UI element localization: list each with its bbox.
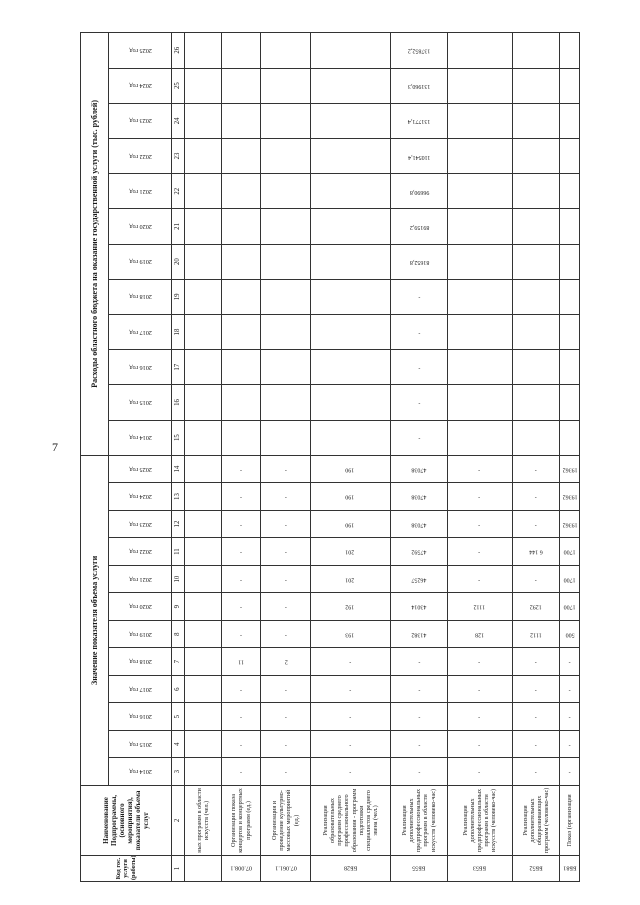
expense-value	[512, 103, 560, 138]
expense-value	[185, 385, 222, 420]
year-header-exp-10: 2024 год	[109, 68, 172, 103]
expense-value	[185, 209, 222, 244]
volume-value: 47038	[391, 483, 447, 511]
column-number: 21	[172, 209, 185, 244]
volume-value	[185, 510, 222, 538]
volume-value	[185, 455, 222, 483]
volume-value: 1292	[512, 593, 560, 621]
service-code: ББ81	[560, 855, 580, 881]
volume-value: -	[560, 730, 580, 758]
volume-value: -	[447, 648, 512, 676]
volume-value: 19362	[560, 510, 580, 538]
header-budget: Расходы областного бюджета на оказание государственной услуги (тыс. рублей)	[81, 33, 109, 456]
expense-value	[222, 350, 261, 385]
service-code: ББ28	[310, 855, 390, 881]
volume-value: -	[222, 758, 261, 786]
volume-value: -	[222, 675, 261, 703]
volume-value	[185, 730, 222, 758]
expense-value	[512, 174, 560, 209]
volume-value: -	[310, 648, 390, 676]
year-header-vol-8: 2022 год	[109, 538, 172, 566]
expense-value	[185, 244, 222, 279]
volume-value	[185, 538, 222, 566]
volume-value: 190	[310, 483, 390, 511]
expense-value	[512, 209, 560, 244]
expense-value: -	[391, 350, 447, 385]
volume-value: 128	[447, 620, 512, 648]
volume-value: -	[261, 510, 311, 538]
expense-value	[560, 33, 580, 69]
volume-value: -	[222, 483, 261, 511]
volume-value	[185, 675, 222, 703]
expense-value	[512, 68, 560, 103]
expense-value	[261, 209, 311, 244]
volume-value: 201	[310, 538, 390, 566]
table-row	[261, 33, 311, 882]
table-row	[560, 33, 580, 882]
year-header-vol-6: 2020 год	[109, 593, 172, 621]
column-number: 3	[172, 758, 185, 786]
year-header-vol-0: 2014 год	[109, 758, 172, 786]
expense-value: -	[391, 385, 447, 420]
expense-value	[310, 279, 390, 314]
volume-value: -	[261, 758, 311, 786]
column-number: 26	[172, 33, 185, 69]
year-header-vol-5: 2019 год	[109, 620, 172, 648]
expense-value	[222, 314, 261, 349]
expense-value	[261, 350, 311, 385]
volume-value: -	[512, 565, 560, 593]
expense-value	[560, 244, 580, 279]
service-code: 07.061.1	[261, 855, 311, 881]
volume-value: -	[391, 758, 447, 786]
expense-value	[560, 138, 580, 173]
expense-value: -	[391, 420, 447, 455]
expense-value	[512, 33, 560, 69]
volume-value: -	[222, 593, 261, 621]
service-code	[185, 855, 222, 881]
expense-value	[222, 138, 261, 173]
table-row	[185, 33, 222, 882]
expense-value	[222, 244, 261, 279]
expense-value: -	[391, 279, 447, 314]
year-header-vol-9: 2023 год	[109, 510, 172, 538]
column-number: 1	[172, 855, 185, 881]
expense-value	[560, 209, 580, 244]
table-row	[222, 33, 261, 882]
expense-value	[447, 68, 512, 103]
column-number: 2	[172, 785, 185, 855]
year-header-exp-5: 2019 год	[109, 244, 172, 279]
budget-table	[80, 32, 580, 882]
expense-value	[310, 385, 390, 420]
expense-value	[447, 174, 512, 209]
volume-value	[185, 648, 222, 676]
indicator-name: Реализация дополнительных предпрофессиональных программ в области искусств (человеко-час)	[391, 785, 447, 855]
year-header-exp-7: 2021 год	[109, 174, 172, 209]
expense-value	[447, 314, 512, 349]
volume-value: -	[261, 565, 311, 593]
expense-value	[222, 279, 261, 314]
indicator-name: Реализация дополнительных предпрофессиональных программ в области искусств (человеко-час)	[447, 785, 512, 855]
expense-value	[447, 350, 512, 385]
expense-value	[512, 385, 560, 420]
expense-value	[310, 138, 390, 173]
volume-value: -	[222, 730, 261, 758]
volume-value: -	[447, 730, 512, 758]
year-header-exp-4: 2018 год	[109, 279, 172, 314]
year-header-vol-4: 2018 год	[109, 648, 172, 676]
volume-value: -	[512, 675, 560, 703]
table-row	[310, 33, 390, 882]
volume-value: -	[512, 510, 560, 538]
expense-value	[222, 420, 261, 455]
volume-value: -	[447, 758, 512, 786]
expense-value	[185, 350, 222, 385]
year-header-vol-10: 2024 год	[109, 483, 172, 511]
indicator-name: Организация и проведение культурно-массовых мероприятий (ед.)	[261, 785, 311, 855]
volume-value: 190	[310, 510, 390, 538]
volume-value: 1700	[560, 565, 580, 593]
volume-value: 1112	[447, 593, 512, 621]
year-header-exp-8: 2022 год	[109, 138, 172, 173]
expense-value	[261, 68, 311, 103]
volume-value: 201	[310, 565, 390, 593]
indicator-name: Реализация дополнительных общеразвивающих программ (человеко-час)	[512, 785, 560, 855]
expense-value	[447, 209, 512, 244]
table-row	[447, 33, 512, 882]
year-header-exp-11: 2025 год	[109, 33, 172, 69]
volume-value: -	[447, 455, 512, 483]
volume-value: -	[261, 620, 311, 648]
volume-value: 193	[310, 620, 390, 648]
volume-value: -	[391, 703, 447, 731]
expense-value	[560, 420, 580, 455]
expense-value: -	[391, 314, 447, 349]
header-code: Код гос. услуги (работы)	[81, 855, 172, 881]
volume-value	[185, 593, 222, 621]
volume-value	[185, 703, 222, 731]
volume-value: -	[261, 455, 311, 483]
volume-value: -	[261, 730, 311, 758]
expense-value	[261, 103, 311, 138]
expense-value	[310, 103, 390, 138]
expense-value	[261, 174, 311, 209]
expense-value	[310, 209, 390, 244]
header-volume: Значение показателя объема услуги	[81, 455, 109, 785]
expense-value	[310, 68, 390, 103]
year-header-vol-7: 2021 год	[109, 565, 172, 593]
expense-value	[447, 244, 512, 279]
expense-value	[560, 350, 580, 385]
expense-value	[310, 244, 390, 279]
expense-value: 137852,2	[391, 33, 447, 69]
volume-value: 2	[261, 648, 311, 676]
expense-value	[560, 385, 580, 420]
column-number: 12	[172, 510, 185, 538]
volume-value: 192	[310, 593, 390, 621]
expense-value	[222, 209, 261, 244]
indicator-name: ных программ в области искусств (чел.)	[185, 785, 222, 855]
service-code: 07.008.1	[222, 855, 261, 881]
volume-value: 47592	[391, 538, 447, 566]
column-number: 22	[172, 174, 185, 209]
indicator-name: Организация показа концертов и концертных программ (ед.)	[222, 785, 261, 855]
volume-value: 500	[560, 620, 580, 648]
volume-value: -	[310, 703, 390, 731]
expense-value	[185, 279, 222, 314]
volume-value: -	[560, 703, 580, 731]
volume-value: -	[310, 758, 390, 786]
table-row	[512, 33, 560, 882]
volume-value: -	[447, 538, 512, 566]
expense-value: 131771,4	[391, 103, 447, 138]
expense-value	[512, 138, 560, 173]
expense-value	[185, 314, 222, 349]
volume-value: -	[310, 730, 390, 758]
expense-value: 89159,2	[391, 209, 447, 244]
year-header-exp-3: 2017 год	[109, 314, 172, 349]
volume-value: 1700	[560, 538, 580, 566]
expense-value	[447, 385, 512, 420]
expense-value	[222, 68, 261, 103]
table-row	[391, 33, 447, 882]
volume-value: -	[222, 538, 261, 566]
volume-value: 190	[310, 455, 390, 483]
column-number: 11	[172, 538, 185, 566]
indicator-name: Реализация образовательных программ среднего профессионального образования - программ подготовки специалистов среднего звена (чел.)	[310, 785, 390, 855]
expense-value	[261, 314, 311, 349]
volume-value: 19362	[560, 455, 580, 483]
expense-value	[222, 33, 261, 69]
column-number: 15	[172, 420, 185, 455]
expense-value	[222, 385, 261, 420]
volume-value: -	[560, 758, 580, 786]
volume-value: -	[391, 730, 447, 758]
year-header-exp-9: 2023 год	[109, 103, 172, 138]
expense-value	[560, 68, 580, 103]
expense-value	[447, 420, 512, 455]
volume-value	[185, 620, 222, 648]
volume-value: -	[261, 703, 311, 731]
expense-value	[560, 279, 580, 314]
expense-value	[560, 103, 580, 138]
expense-value: 110541,4	[391, 138, 447, 173]
header-name: Наименование Подпрограммы, (основного мероприятия), показатели объема услуг	[81, 785, 172, 855]
column-number: 25	[172, 68, 185, 103]
volume-value: -	[391, 648, 447, 676]
volume-value: -	[512, 703, 560, 731]
column-number: 14	[172, 455, 185, 483]
volume-value: 1112	[512, 620, 560, 648]
expense-value	[261, 33, 311, 69]
column-number: 19	[172, 279, 185, 314]
volume-value: -	[512, 648, 560, 676]
volume-value: 19362	[560, 483, 580, 511]
column-number: 5	[172, 703, 185, 731]
volume-value: -	[512, 758, 560, 786]
volume-value: -	[447, 483, 512, 511]
volume-value: -	[512, 483, 560, 511]
year-header-vol-1: 2015 год	[109, 730, 172, 758]
volume-value: 43014	[391, 593, 447, 621]
column-number: 9	[172, 593, 185, 621]
indicator-name: Показ (организация	[560, 785, 580, 855]
expense-value: 131960,3	[391, 68, 447, 103]
column-number: 16	[172, 385, 185, 420]
volume-value: 46257	[391, 565, 447, 593]
expense-value	[512, 244, 560, 279]
expense-value	[310, 174, 390, 209]
volume-value: -	[261, 675, 311, 703]
expense-value	[185, 420, 222, 455]
volume-value: -	[447, 510, 512, 538]
expense-value	[261, 385, 311, 420]
column-number: 24	[172, 103, 185, 138]
year-header-vol-3: 2017 год	[109, 675, 172, 703]
expense-value	[310, 33, 390, 69]
year-header-vol-2: 2016 год	[109, 703, 172, 731]
expense-value	[447, 103, 512, 138]
expense-value	[447, 138, 512, 173]
page-number: 7	[52, 440, 58, 454]
volume-value	[185, 483, 222, 511]
expense-value	[512, 420, 560, 455]
volume-value: 47038	[391, 510, 447, 538]
expense-value	[222, 174, 261, 209]
volume-value: -	[447, 703, 512, 731]
expense-value	[310, 350, 390, 385]
expense-value	[447, 279, 512, 314]
expense-value	[185, 68, 222, 103]
expense-value	[310, 420, 390, 455]
volume-value: -	[261, 538, 311, 566]
expense-value	[560, 314, 580, 349]
column-number: 20	[172, 244, 185, 279]
expense-value	[512, 314, 560, 349]
volume-value: -	[512, 455, 560, 483]
volume-value: -	[222, 565, 261, 593]
column-number: 7	[172, 648, 185, 676]
volume-value: -	[261, 593, 311, 621]
volume-value: -	[447, 565, 512, 593]
service-code: ББ52	[512, 855, 560, 881]
expense-value	[560, 174, 580, 209]
expense-value: 96690,8	[391, 174, 447, 209]
volume-value: -	[560, 648, 580, 676]
rotated-table-container	[80, 32, 580, 882]
expense-value	[512, 350, 560, 385]
expense-value	[512, 279, 560, 314]
volume-value: -	[222, 455, 261, 483]
column-number: 4	[172, 730, 185, 758]
volume-value: 11	[222, 648, 261, 676]
volume-value: -	[447, 675, 512, 703]
column-number: 13	[172, 483, 185, 511]
expense-value	[310, 314, 390, 349]
volume-value: -	[512, 730, 560, 758]
column-number: 8	[172, 620, 185, 648]
volume-value	[185, 758, 222, 786]
column-number: 23	[172, 138, 185, 173]
expense-value: 81652,8	[391, 244, 447, 279]
year-header-exp-1: 2015 год	[109, 385, 172, 420]
expense-value	[222, 103, 261, 138]
year-header-exp-2: 2016 год	[109, 350, 172, 385]
volume-value: -	[222, 703, 261, 731]
column-number: 6	[172, 675, 185, 703]
expense-value	[261, 138, 311, 173]
volume-value: 6 144	[512, 538, 560, 566]
expense-value	[185, 103, 222, 138]
column-number: 10	[172, 565, 185, 593]
service-code: ББ55	[391, 855, 447, 881]
volume-value: -	[391, 675, 447, 703]
volume-value	[185, 565, 222, 593]
volume-value: 41382	[391, 620, 447, 648]
expense-value	[261, 244, 311, 279]
volume-value: -	[310, 675, 390, 703]
volume-value: -	[222, 510, 261, 538]
volume-value: -	[261, 483, 311, 511]
service-code: ББ53	[447, 855, 512, 881]
expense-value	[185, 138, 222, 173]
expense-value	[447, 33, 512, 69]
expense-value	[261, 420, 311, 455]
expense-value	[261, 279, 311, 314]
volume-value: 1700	[560, 593, 580, 621]
volume-value: -	[560, 675, 580, 703]
volume-value: -	[222, 620, 261, 648]
column-number: 18	[172, 314, 185, 349]
column-number: 17	[172, 350, 185, 385]
year-header-exp-0: 2014 год	[109, 420, 172, 455]
volume-value: 47038	[391, 455, 447, 483]
expense-value	[185, 174, 222, 209]
year-header-vol-11: 2025 год	[109, 455, 172, 483]
expense-value	[185, 33, 222, 69]
year-header-exp-6: 2020 год	[109, 209, 172, 244]
